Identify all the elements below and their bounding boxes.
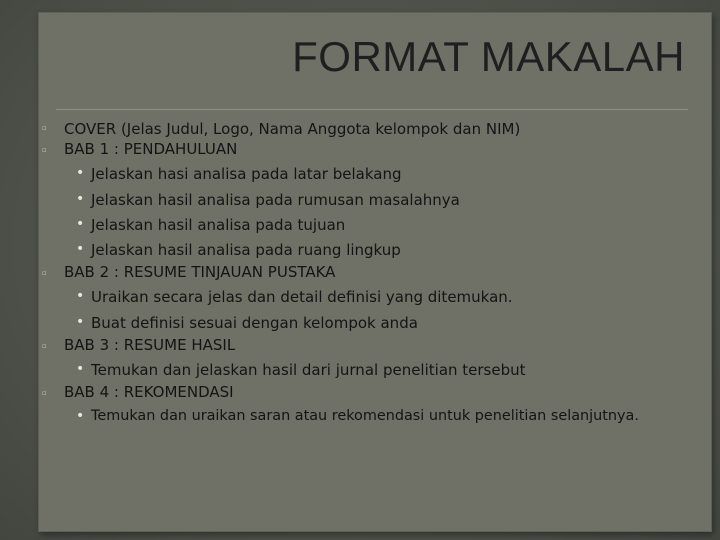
bullet-icon: • xyxy=(76,314,85,330)
bullet-icon: • xyxy=(76,241,85,257)
bullet-icon: • xyxy=(76,191,85,207)
bullet-icon: • xyxy=(76,216,85,232)
section-label: BAB 1 : PENDAHULUAN xyxy=(64,140,238,158)
section-label: COVER (Jelas Judul, Logo, Nama Anggota kelompok dan NIM) xyxy=(64,120,521,138)
section-label: BAB 2 : RESUME TINJAUAN PUSTAKA xyxy=(64,263,336,281)
list-item-text: Temukan dan jelaskan hasil dari jurnal penelitian tersebut xyxy=(91,361,526,379)
section-label: BAB 3 : RESUME HASIL xyxy=(64,336,236,354)
list-item xyxy=(0,314,720,338)
list-item xyxy=(0,165,720,189)
list-item xyxy=(0,216,720,240)
slide-title: FORMAT MAKALAH xyxy=(292,33,685,80)
list-item-text: Temukan dan uraikan saran atau rekomendasi untuk penelitian selanjutnya. xyxy=(91,408,639,424)
section-marker-icon: ▫ xyxy=(42,146,47,154)
section-marker-icon: ▫ xyxy=(42,342,47,350)
bullet-icon: • xyxy=(76,288,85,304)
section-bab-1 xyxy=(0,140,720,164)
list-item xyxy=(0,408,720,432)
list-item-text: Jelaskan hasil analisa pada tujuan xyxy=(91,216,346,234)
list-item-text: Uraikan secara jelas dan detail definisi yang ditemukan. xyxy=(91,288,513,306)
bullet-icon: • xyxy=(76,408,85,424)
bullet-icon: • xyxy=(76,361,85,377)
list-item xyxy=(0,288,720,312)
section-label: BAB 4 : REKOMENDASI xyxy=(64,383,234,401)
bullet-icon: • xyxy=(76,165,85,181)
list-item xyxy=(0,241,720,265)
section-bab-3 xyxy=(0,336,720,360)
section-bab-2 xyxy=(0,263,720,287)
list-item-text: Buat definisi sesuai dengan kelompok anda xyxy=(91,314,418,332)
section-cover xyxy=(0,118,720,142)
section-marker-icon: ▫ xyxy=(42,124,47,132)
list-item-text: Jelaskan hasil analisa pada rumusan masalahnya xyxy=(91,191,460,209)
section-bab-4 xyxy=(0,383,720,407)
section-marker-icon: ▫ xyxy=(42,389,47,397)
section-marker-icon: ▫ xyxy=(42,269,47,277)
list-item-text: Jelaskan hasil analisa pada ruang lingkup xyxy=(91,241,401,259)
list-item xyxy=(0,191,720,215)
list-item-text: Jelaskan hasi analisa pada latar belakang xyxy=(91,165,402,183)
list-item xyxy=(0,361,720,385)
